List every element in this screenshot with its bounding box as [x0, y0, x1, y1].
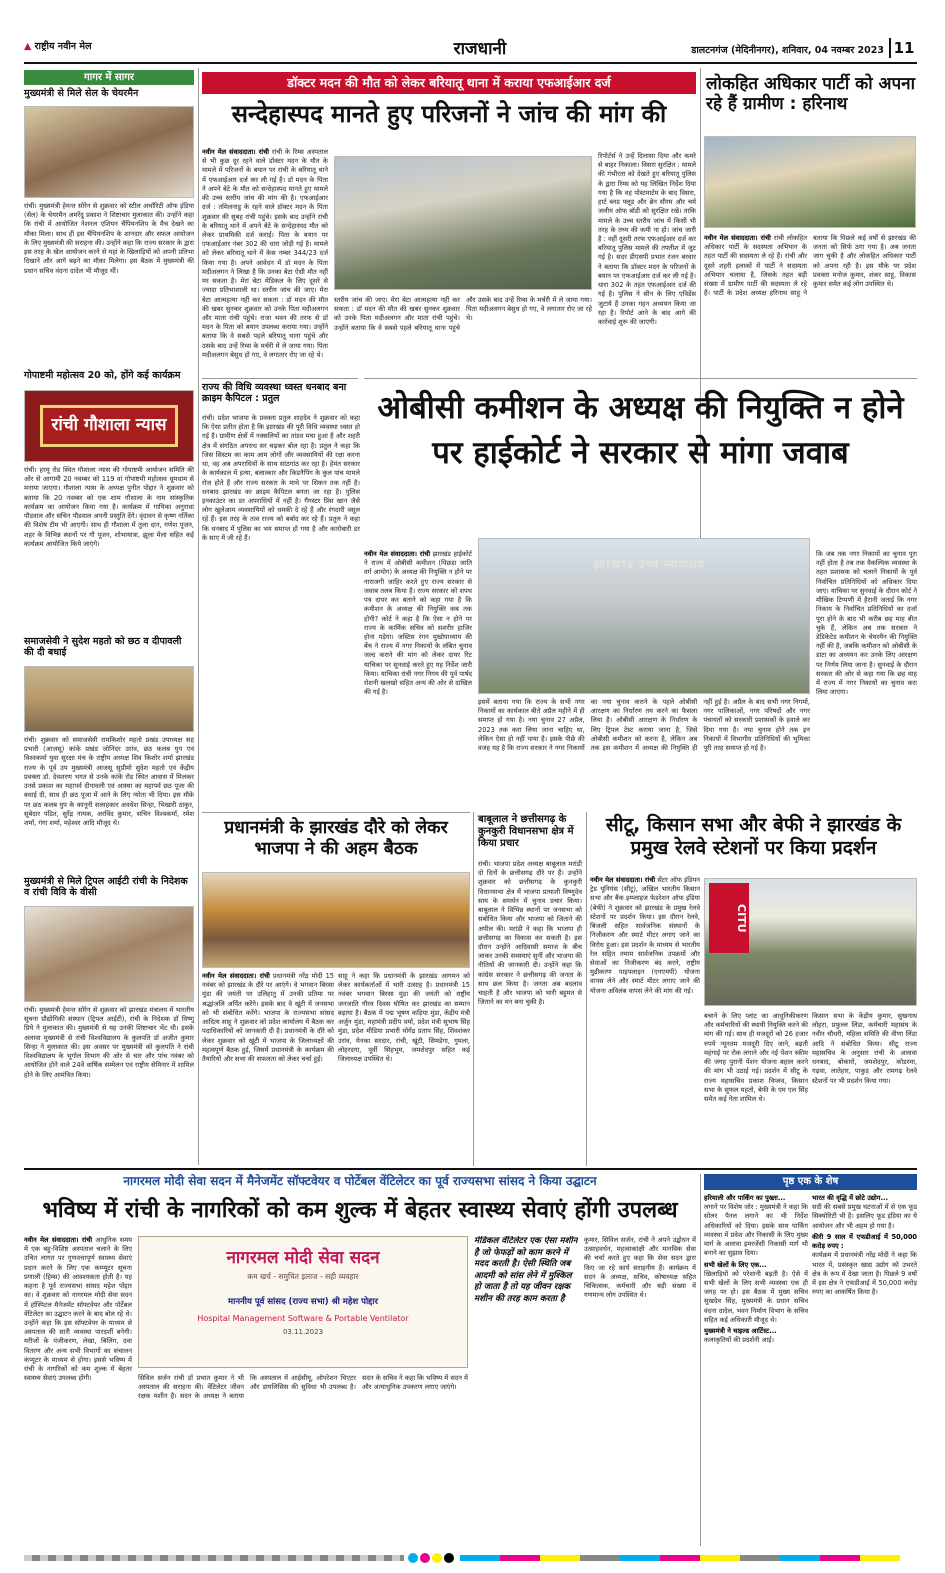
- photo-bjp-meeting: [202, 872, 470, 968]
- hospital-plaque: [138, 1236, 468, 1368]
- left-item-heading: गोपाष्टमी महोत्सव 20 को, होंगे कई कार्यक्रम: [24, 370, 181, 381]
- citu-col-3: किसान सभा के केंद्रीय कुमार, सुखनाथ लोहरा, प्रफुल्ल लिंडा, कर्मचारी महासंघ के नवीन चौधरी, महिला समिति की वीणा लिंडा आदि ने संबोधित किया। सीटू राज्य महासचिव के अनुसार रांची के अलावा धनबाद, बोकारो, जमशेदपुर, कोडरमा, गढ़वा, लातेहार, पाकुड़ और रामगढ़ रेलवे स्टेशनों पर भी प्रदर्शन किया गया।: [812, 1012, 917, 1085]
- lokhit-body: [704, 234, 916, 376]
- photo-lokhit: [704, 136, 916, 228]
- hospital-pullquote: मेडिकल वेंटिलेटर एक ऐसा मशीन है जो फेफड़ों को काम करने में मदद करती है। ऐसी स्थिति जब आदमी को सांस लेने में मुश्किल हो जाता है तो यह जीवन रक्षक मशीन की तरह काम करता है: [474, 1236, 578, 1304]
- masthead: [24, 40, 134, 58]
- dateline: डालटनगंज (मेदिनीनगर), शनिवार, 04 नवम्बर 2023: [691, 45, 884, 56]
- section-rule: [202, 378, 358, 379]
- doctor-byline: नवीन मेल संवाददाता। रांची: [202, 148, 269, 156]
- doctor-text: रांची के रिम्स अस्पताल से भी कुछ दूर रहने वाले डॉक्टर मदन के मौत के मामले में परिजनों के बयान पर रांची के बरियातू थाने में एफआईआर दर्ज कर ली गई है। डॉ मदन के पिता ने अपने बेटे के मौत को सन्देहास्पद मानते हुए मामले की उच्च स्तरीय जांच की मांग की है। एफआईआर दर्ज : तमिलनाडु के रहने वाले डॉक्टर मदन के पिता शुक्रवार की सुबह रांची पहुंचे। इसके बाद उन्होंने रांची के बरियातू थाने में अपने बेटे के सन्देहास्पद मौत को लेकर प्राथमिकी दर्ज कराई। पिता के बयान पर एफआईआर नंबर 302 की धारा जोड़ी गई है। मामले को लेकर बरियातू थाने में केस नम्बर 344/23 दर्ज किया गया है। अपने आवेदन में डॉ मदन के पिता मदीअलगन ने लिखा है कि उनका बेटा ऐसी मौत नहीं मर सकता है। मेरा बेटा मेडिकल के लिए दूसरे से ज्यादा प्रतिभाशाली था। स्तरीय जांच की जाए। मेरा बेटा आत्महत्या नहीं कर सकता : डॉ मदन की मौत की खबर सुनकर शुक्रवार को उनके पिता मदीअलगन और माता रांची पहुंचे। राजा भवन की तरफ से डॉ मदन के पिता को बयान उपलब्ध कराया गया। उन्होंने बताया कि वे सबसे पहले बरियातू थाना पहुंचे और उसके बाद उन्हें रिम्स के मर्चरी में ले जाया गया। पिता मदीअलगन बेसुध हो गए, वे लगातार रोए जा रहे थे।: [202, 148, 328, 359]
- hospital-kicker: नागरमल मोदी सेवा सदन में मैनेजमेंट सॉफ्टवेयर व पोर्टेबल वेंटिलेटर का पूर्व राज्यसभा सांसद ने किया उद्घाटन: [123, 1174, 597, 1188]
- hospital-byline: नवीन मेल संवाददाता। रांची: [24, 1236, 93, 1244]
- section-title: राजधानी: [453, 39, 507, 59]
- photo-sudesh: [24, 666, 194, 732]
- registration-dot-icon: [444, 1553, 454, 1563]
- bjp-byline: नवीन मेल संवाददाता। रांची: [202, 972, 270, 980]
- column-rule: [473, 812, 474, 1166]
- doctor-col-3: रिपोर्टर्स ने उन्हें दिलासा दिया और कमरे से बाहर निकाला। विसरा सुरक्षित : मामले की गंभीरता को देखते हुए बरियातू पुलिस के द्वारा रिम्स को यह लिखित निर्देश दिया गया है कि वह पोस्टमार्टम के बाद विसरा, हार्ट ब्लड फ्लूड और ब्रेन सीरम और चर्म जलीय ऑफ बॉडी को सुरक्षित रखे। ताकि मामले के उच्च स्तरीय जांच में किसी भी तरह के तथ्य की कमी ना हो। जांच जारी है : वहीं दूसरी तरफ एफआईआर दर्ज कर बरियातू पुलिस मामले की तफ्तीश में जुट गई है। सदर डीएसपी प्रभात रंजन बरवार ने बताया कि डॉक्टर मदन के परिजनों के बयान पर एफआईआर दर्ज कर ली गई है। धारा 302 के तहत एफआईआर दर्ज की गई है। पुलिस ने सीन के लिए एविडेंस जुटाये हैं उनका गहन अध्ययन किया जा रहा है। रिपोर्ट आने के बाद आगे की कार्रवाई शुरू की जाएगी।: [598, 152, 696, 326]
- left-item-heading: मुख्यमंत्री से मिले ट्रिपल आईटी रांची के निदेशक व रांची विवि के वीसी: [24, 876, 188, 899]
- gaushala-banner: [24, 390, 194, 462]
- citu-flag: CITU: [709, 883, 749, 953]
- shesh-text: लगाने पर विशेष जोर : मुख्यमंत्री ने कहा कि सोलर पैनल लगाने का भी निर्देश अधिकारियों को दिया। इसके साथ पार्किंग व्यवस्था में प्रवेश और निकासी के लिए मुख्य मार्ग के अलावा इमरजेंसी निकासी मार्ग भी बनाने का सुझाव दिया।: [704, 1203, 808, 1258]
- plaque-date: 03.11.2023: [282, 1327, 324, 1336]
- left-item-text: रांची। मुख्यमंत्री हेमन्त सोरेन से शुक्रवार को झारखंड मंत्रालय में भारतीय सूचना प्रौद्योगिकी संस्थान (ट्रिपल आईटी), रांची के निदेशक डॉ विष्णु प्रिये ने मुलाकात की। मुख्यमंत्री से यह उनकी शिष्टाचार भेंट थी। इसके अलावा मुख्यमंत्री से रांची विश्वविद्यालय के कुलपति डॉ अजीत कुमार सिन्हा ने मुलाकात की। इस अवसर पर मुख्यमंत्री को कुलपति ने रांची विश्वविद्यालय के भूगोल विभाग की ओर से चार और पांच नवंबर को आयोजित होने वाले 24वें वार्षिक सम्मेलन एवं राष्ट्रीय सेमिनार में शामिल होने के लिए आमंत्रित किया।: [24, 1006, 194, 1079]
- shesh-text: सदी की सबसे प्रमुख घटनाओं में से एक फूड सिक्योरिटी भी है। इसलिए फूड इंडिया का ये आयोजन और भी अहम हो गया है।: [812, 1203, 917, 1230]
- lokhit-headline: लोकहित अधिकार पार्टी को अपना रहे हैं ग्रामीण : हरिनाथ: [706, 74, 916, 115]
- shesh-heading: सभी खेलों के लिए एक...: [704, 1260, 767, 1269]
- shesh-heading: भारत की वृद्धि में छोटे उद्योग...: [812, 1194, 888, 1202]
- hospital-text: आधुनिक समय में एक बहु-विशिष्ट अस्पताल चलाने के लिए उचित लागत पर गुणवत्तापूर्ण स्वास्थ्य सेवाएं प्रदान करने के लिए एक कम्प्यूटर सूचना प्रणाली (हिम्स) की आवश्यकता होती है। यह कहना है पूर्व राज्यसभा सांसद महेश पोद्दार का। वे शुक्रवार को नागरमल मोदी सेवा सदन में हॉस्पिटल मैनेजमेंट सॉफ्टवेयर और पोर्टेबल वेंटिलेटर का उद्घाटन करने के बाद बोल रहे थे। उन्होंने कहा कि इस सॉफ्टवेयर के माध्यम से अस्पताल की सारी व्यवस्था पारदर्शी बनेगी। मरीजों के पंजीकरण, लेखा, बिलिंग, दवा वितरण और अन्य सभी विभागों का संचालन कंप्यूटर के माध्यम से होगा। इससे भविष्य में रांची के नागरिकों को कम शुल्क में बेहतर स्वास्थ्य सेवाएं उपलब्ध होंगी।: [24, 1236, 132, 1383]
- babulal-text: रांची। भाजपा प्रदेश अध्यक्ष बाबूलाल मरांडी दो दिनों के छत्तीसगढ़ दौरे पर हैं। उन्होंने शुक्रवार को छत्तीसगढ़ के कुनकुरी विधानसभा क्षेत्र में भाजपा प्रत्याशी विष्णुदेव साय के समर्थन में चुनाव प्रचार किया। बाबूलाल ने विभिन्न स्थानों पर जनसभा को संबोधित किया और भाजपा को जिताने की अपील की। मरांडी ने कहा कि भाजपा ही छत्तीसगढ़ का विकास कर सकती है। इस दौरान उन्होंने आदिवासी समाज के बीच जाकर उनकी समस्याएं सुनीं और भाजपा की नीतियों की जानकारी दी। उन्होंने कहा कि कांग्रेस सरकार ने छत्तीसगढ़ की जनता के साथ छल किया है। जनता अब बदलाव चाहती है और भाजपा को भारी बहुमत से जिताने का मन बना चुकी है।: [478, 860, 582, 1007]
- plaque-event: Hospital Management Software & Portable Ventilator: [197, 1313, 409, 1323]
- left-item-heading: मुख्यमंत्री से मिले सेल के चेयरमैन: [24, 88, 139, 99]
- shesh-col-2: [812, 1194, 917, 1546]
- left-item-heading: समाजसेवी ने सुदेश महतो को छठ व दीपावली की दी बधाई: [24, 636, 182, 659]
- left-item-1: [24, 88, 194, 378]
- citu-text: सेंटर ऑफ इंडियन ट्रेड यूनियंस (सीटू), अखिल भारतीय किसान सभा और बैंक इम्प्लाइज फेडरेशन ऑफ इंडिया (बेफी) ने शुक्रवार को झारखंड के प्रमुख रेलवे स्टेशनों पर प्रदर्शन किया। इस दौरान रेलवे, बिजली सहित सार्वजनिक संस्थानों के निजीकरण और स्मार्ट मीटर लगाए जाने का विरोध हुआ। इस प्रदर्शन के माध्यम से भारतीय रेल सहित तमाम सार्वजनिक उपक्रमों और सेवाओं का निजीकरण बंद करने, राष्ट्रीय मुद्रीकरण पाइपलाइन (एनएमपी) योजना वापस लेने और स्मार्ट मीटर लगाए जाने की योजना अविलंब वापस लेने की मांग की गई।: [590, 876, 700, 995]
- color-bar-icon: [24, 1555, 404, 1561]
- doctor-text-cont: स्तरीय जांच की जाए। मेरा बेटा आत्महत्या नहीं कर सकता : डॉ मदन की मौत की खबर सुनकर शुक्रवार को उनके पिता मदीअलगन और माता रांची पहुंचे। उन्होंने बताया कि वे सबसे पहले बरियातू थाना पहुंचे और उसके बाद उन्हें रिम्स के मर्चरी में ले जाया गया। पिता मदीअलगन बेसुध हो गए, वे लगातार रोए जा रहे थे।: [334, 296, 592, 332]
- obc-text: झारखंड हाईकोर्ट ने राज्य में ओबीसी कमीशन (पिछड़ा जाति वर्ग आयोग) के अध्यक्ष की नियुक्ति न होने पर नाराजगी जाहिर करते हुए राज्य सरकार से जवाब तलब किया है। राज्य सरकार को शपथ पत्र दायर कर बताने को कहा गया है कि कमीशन के अध्यक्ष की नियुक्ति कब तक होगी? कोर्ट ने कहा है कि ऐसा न होने पर राज्य के कार्मिक सचिव को सशरीर हाजिर होना पड़ेगा। जस्टिस रंगन मुखोपाध्याय की बेंच ने राज्य में नगर निकायों के लंबित चुनाव जल्द कराने की मांग को लेकर दायर रिट याचिका पर सुनवाई करते हुए यह निर्देश जारी किया। याचिका रांची नगर निगम की पूर्व पार्षद रोशनी खलखो सहित अन्य की ओर से दाखिल की गई है।: [364, 550, 472, 697]
- hospital-col-3: कुमार, सिविल सर्जन, रांची ने अपने उद्बोधन में उत्साहवर्धन, महत्वाकांक्षी और मानविक सेवा की चर्चा करते हुए कहा कि सेवा सदन द्वारा किए जा रहे कार्य सराहनीय हैं। कार्यक्रम में सदन के अध्यक्ष, सचिव, कोषाध्यक्ष सहित चिकित्सक, कर्मचारी और बड़ी संख्या में गणमान्य लोग उपस्थित थे।: [584, 1236, 696, 1300]
- hospital-headline: भविष्य में रांची के नागरिकों को कम शुल्क में बेहतर स्वास्थ्य सेवाएं होंगी उपलब्ध: [42, 1198, 678, 1223]
- shesh-col-1: [704, 1194, 808, 1546]
- plaque-sub: कम खर्च - समुचित इलाज - सही व्यवहार: [247, 1272, 359, 1282]
- hospital-col-2: सिविल सर्जन रांची डॉ प्रभात कुमार ने भी अस्पताल की सराहना की। वेंटिलेटर जीवन रक्षक मशीन है। सदन के अध्यक्ष ने बताया कि अस्पताल में आईसीयू, ऑपरेशन थिएटर और डायलिसिस की सुविधा भी उपलब्ध है। सदन के सचिव ने कहा कि भविष्य में सदन में और अत्याधुनिक उपकरण लगाए जाएंगे।: [138, 1374, 468, 1401]
- shesh-text: कार्यक्रम में प्रधानमंत्री नरेंद्र मोदी ने कहा कि भारत में, प्रसंस्कृत खाद्य उद्योग को उभरते क्षेत्र के रूप में देखा जाता है। पिछले 9 वर्षों में इस क्षेत्र ने एफडीआई में 50,000 करोड़ रुपए का आकर्षित किया है।: [812, 1251, 917, 1297]
- obc-col-1: [364, 550, 472, 806]
- lokhit-byline: नवीन मेल संवाददाता। रांची: [704, 234, 771, 242]
- doctor-col-1: [202, 148, 328, 374]
- column-rule: [198, 68, 199, 1165]
- doctor-body: [202, 148, 592, 374]
- registration-dot-icon: [408, 1553, 418, 1563]
- color-bar-icon: [460, 1555, 900, 1561]
- doctor-col-2: [334, 296, 592, 374]
- photo-cm-sail: [24, 106, 194, 198]
- page-number: 11: [889, 38, 917, 58]
- registration-dot-icon: [432, 1553, 442, 1563]
- section-rule: [202, 812, 470, 813]
- shesh-heading: मुख्यमंत्री ने चाइल्ड आर्टिस्ट...: [704, 1327, 777, 1336]
- left-item-text: रांची। हरमू रोड स्थित गौशाला न्यास की गोपाष्टमी आयोजन समिति की ओर से आगामी 20 नवम्बर को 119 वां गोपाष्टमी महोत्सव धूमधाम से मनाया जाएगा। गौशाला न्यास के अध्यक्ष पुनीत पोद्दार ने शुक्रवार को बताया कि 20 नवम्बर को एक शाम गौशाला के नाम सांस्कृतिक कार्यक्रम का आयोजन किया गया है। कार्यक्रम में गायिका अनुराधा पौडवाल और सचिन पौडवाल अपनी प्रस्तुति देंगे। वृंदावन से कृष्ण नर्तिका की विशेष टीम भी आएगी। साथ ही गौशाला में तुला दान, गणेश पूजन, शहर के विभिन्न स्थानों पर गौ पूजन, शोभायात्रा, झूला मेला सहित कई कार्यक्रम आयोजित किये जाएंगे।: [24, 466, 194, 548]
- citu-col-1: [590, 876, 700, 1166]
- print-registration-strip: [24, 1552, 917, 1564]
- left-column-label: गागर में सागर: [24, 70, 194, 85]
- photo-high-court: [478, 538, 810, 694]
- shesh-heading: हरियाली और पार्किंग का पुख्ता...: [704, 1194, 786, 1202]
- obc-headline: ओबीसी कमीशन के अध्यक्ष की नियुक्ति न होने पर हाईकोर्ट ने सरकार से मांगा जवाब: [377, 390, 904, 471]
- obc-byline: नवीन मेल संवाददाता। रांची: [364, 550, 431, 558]
- shesh-text: कलाकृतियों की प्रदर्शनी आई।: [704, 1336, 774, 1345]
- photo-iiit: [24, 906, 194, 1002]
- registration-dot-icon: [420, 1553, 430, 1563]
- law-headline: राज्य की विधि व्यवस्था ध्वस्त धनबाद बना क्राइम कैपिटल : प्रतुल: [202, 382, 347, 405]
- left-item-text: रांची। मुख्यमंत्री हेमन्त सोरेन से शुक्रवार को स्टील अथॉरिटी ऑफ इंडिया (सेल) के चेयरमैन अमरेंदु प्रकाश ने शिष्टाचार मुलाकात की। उन्होंने कहा कि रांची में आयोजित नेशनल एशियन चैंपियनशिप के मैच देखने का मौका मिला। साथ ही इस चैंपियनशिप के शानदार और सफल आयोजन के लिए मुख्यमंत्री की सराहना की। उन्होंने कहा कि राज्य सरकार के द्वारा इस तरह के खेल आयोजन करने से यहां के खिलाड़ियों को अपनी प्रतिभा दिखाने और आगे बढ़ने का मौका मिलेगा। इस बैठक में मुख्यमंत्री की प्रधान सचिव वंदना दादेल भी मौजूद थीं।: [24, 202, 194, 275]
- header-rule: [24, 62, 917, 64]
- citu-headline: सीटू, किसान सभा और बेफी ने झारखंड के प्रमुख रेलवे स्टेशनों पर किया प्रदर्शन: [605, 814, 902, 859]
- left-item-3: [24, 636, 194, 874]
- high-court-sign: झारखण्ड उच्च न्यायालय: [593, 558, 705, 571]
- column-rule: [700, 1174, 701, 1546]
- plaque-guest: माननीय पूर्व सांसद (राज्य सभा) श्री महेश पोद्दार: [228, 1296, 378, 1307]
- photo-citu-protest: [704, 878, 917, 1006]
- bjp-col-1: [202, 972, 334, 1166]
- doctor-headline: सन्देहास्पद मानते हुए परिजनों ने जांच की मांग की: [231, 100, 667, 128]
- obc-col-2: इसमें बताया गया कि राज्य के सभी नगर निकायों का कार्यकाल बीते अप्रैल महीने में ही समाप्त हो गया है। नया चुनाव 27 अप्रैल, 2023 तक करा लिया जाना चाहिए था, लेकिन ऐसा हो नहीं पाया है। इसके पीछे की वजह यह है कि राज्य सरकार ने नगर निकायों का नया चुनाव कराने के पहले ओबीसी आरक्षण का निर्धारण तय करने का फैसला लिया है। ओबीसी आरक्षण के निर्धारण के लिए ट्रिपल टेस्ट कराया जाना है, जिसे ओबीसी कमीशन को करना है, लेकिन अब तक इस कमीशन में अध्यक्ष की नियुक्ति ही नहीं हुई है। अप्रैल के बाद सभी नगर निगमों, नगर पालिकाओं, नगर परिषदों और नगर पंचायतों को सरकारी प्रशासकों के हवाले कर दिया गया है। नया चुनाव होने तक इन निकायों में विभागीय प्रतिनिधियों की भूमिका पूरी तरह समाप्त हो गई है।: [478, 698, 810, 753]
- lokhit-text: रांची लोकहित अधिकार पार्टी के सदस्यता अभियान के तहत पार्टी की सदस्यता ले रहे हैं। रांची और दूसरे शहरी इलाकों में पार्टी ने सदस्यता अभियान चलाया है, जिसके तहत बड़ी संख्या में ग्रामीण पार्टी की सदस्यता ले रहे हैं। पार्टी के प्रदेश अध्यक्ष हरिनाथ साहू ने बताया कि पिछले कई वर्षों से झारखंड की जनता को सिर्फ ठगा गया है। अब जनता जाग चुकी है और लोकहित अधिकार पार्टी को अपना रही है। इस मौके पर प्रदेश प्रवक्ता मनोज कुमार, शंकर साहू, विकास कुमार समेत कई लोग उपस्थित थे।: [704, 234, 916, 298]
- obc-col-3: कि जब तक नगर निकायों का चुनाव पूरा नहीं होता है तब तक वैकल्पिक व्यवस्था के तहत प्रशासक को चलाने निकायों के पूर्व निर्वाचित प्रतिनिधियों को अधिकार दिया जाए। याचिका पर सुनवाई के दौरान कोर्ट ने मौखिक टिप्पणी में हैरानी जताई कि नगर निकाय के निर्वाचित प्रतिनिधियों का दर्जा पूरा होने के बाद भी करीब छह माह बीत चुके हैं, लेकिन अब तक सरकार ने डेडिकेटेड कमीशन के चेयरमैन की नियुक्ति नहीं की है, जबकि कमीशन को ओबीसी के डाटा का अध्ययन कर उनके लिए आरक्षण पर निर्णय लिया जाना है। सुनवाई के दौरान सरकार की ओर से कहा गया कि छह माह में राज्य में नगर निकायों का चुनाव करा लिया जाएगा।: [816, 550, 917, 697]
- left-item-4: [24, 876, 194, 1166]
- shesh-text: खिलाड़ियों को परेशानी बढ़ती है। ऐसे में सभी खेलों के लिए सभी व्यवस्था एक ही जगह पर हो। इस बैठक में मुख्य सचिव सुखदेव सिंह, मुख्यमंत्री के प्रधान सचिव वंदना दादेल, भवन निर्माण विभाग के सचिव सहित कई अधिकारी मौजूद थे।: [704, 1269, 808, 1324]
- plaque-title: नागरमल मोदी सेवा सदन: [226, 1248, 380, 1268]
- left-item-text: रांची। शुक्रवार को समाजसेवी रामकिशोर महतो प्रखंड उपाध्यक्ष सह प्रभारी (आजसू) कांके प्रखंड जोनिंदर उरांव, छठ कलब युप एवं विश्वकर्मा युवा सुरक्षा मंच के राष्ट्रीय अध्यक्ष शिव किशोर शर्मा झारखंड राज्य के पूर्व उप मुख्यमंत्री आजसू सुप्रीमो सुदेश महतो एवं केंद्रीय प्रवक्ता डॉ. देवशरण भगत से उनके कांके रोड स्थित आवास में मिलकर उनसे प्रकाश का महापर्व दीपावली एवं आस्था का महापर्व छठ पूजा की बधाई दी, साथ ही छठ पूजा में आने के लिए न्योता भी दिया। इस मौके पर छठ कलब युप के कानूनी सलाहकार अवधेश सिन्हा, भिखारी ठाकुर, सूबेदार पंडित, सुरेंद्र नायक, अरविंद कुमार, सचिन विश्वकर्मा, रमेश शर्मा, गंगा शर्मा, महेश्वर आदि मौजूद थे।: [24, 736, 194, 827]
- bjp-text: प्रधानमंत्री नरेंद्र मोदी 15 नवंबर को झारखंड के दौरे पर आएंगे। वे भगवान बिरसा मुंडा की जयंती पर उलिहातु में उनकी प्रतिमा पर श्रद्धांजलि अर्पित करेंगे। इसके बाद वे खूंटी में जनसभा को भी संबोधित करेंगे। भाजपा के राज्यसभा सांसद आदित्य साहू ने शुक्रवार को प्रदेश कार्यालय में बैठक कर पदाधिकारियों को जानकारी दी है। प्रधानमंत्री के दौरे को लेकर शुक्रवार को खूंटी में भाजपा के जिलाध्यक्षों की महत्वपूर्ण बैठक हुई, जिसमें प्रधानमंत्री के कार्यक्रम की तैयारियों और सभा की सफलता को लेकर चर्चा हुई।: [202, 972, 334, 1063]
- section-rule: [24, 1168, 917, 1170]
- masthead-text: राष्ट्रीय नवीन मेल: [34, 41, 92, 52]
- logo-icon: ▲: [24, 41, 32, 52]
- shesh-heading: कीरी 9 साल में एफडीआई में 50,000 करोड़ रुपए :: [812, 1232, 917, 1251]
- citu-byline: नवीन मेल संवाददाता। रांची: [590, 876, 656, 884]
- citu-col-2: बचाने के लिए प्लांट का आधुनिकीकरण और कर्मचारियों की स्थायी नियुक्ति करने की मांग की गई। साथ ही मजदूरों को 26 हजार रुपये न्यूनतम मजदूरी दिए जाने, बढ़ती महंगाई पर रोक लगाने और नई पेंशन स्कीम की जगह पुरानी पेंशन योजना बहाल करने की मांग भी उठाई गई। प्रदर्शन में सीटू के राज्य महासचिव प्रकाश विप्लव, किसान सभा के सुफल महतो, बेफी के एम एल सिंह समेत कई नेता शामिल थे।: [704, 1012, 808, 1103]
- photo-police-station: [334, 156, 592, 290]
- left-item-2: [24, 370, 194, 670]
- shesh-label: पृष्ठ एक के शेष: [704, 1174, 917, 1190]
- bjp-col-2: साहू ने कहा कि प्रधानमंत्री के झारखंड आगमन को लेकर कार्यकर्ताओं में भारी उत्साह है। प्रधानमंत्री 15 नवंबर भगवान बिरसा मुंडा की जयंती को राष्ट्रीय जनजाति गौरव दिवस घोषित कर झारखंड का सम्मान बढ़ाया है। बैठक में पद्म भूषण कड़िया मुंडा, केंद्रीय मंत्री अर्जुन मुंडा, महामंत्री प्रदीप वर्मा, प्रदेश मंत्री सुभाष सिंह मुंडा, प्रदेश मीडिया प्रभारी योगेंद्र प्रताप सिंह, शिवशंकर उरांव, मेनका सरदार, रांची, खूंटी, सिमडेगा, गुमला, लोहरदगा, पूर्वी सिंहभूम, जमशेदपुर सहित कई जिलाध्यक्ष उपस्थित थे।: [338, 972, 470, 1063]
- bjp-headline: प्रधानमंत्री के झारखंड दौरे को लेकर भाजपा ने की अहम बैठक: [224, 818, 448, 859]
- law-text: रांची। प्रदेश भाजपा के प्रवक्ता प्रतुल शाहदेव ने शुक्रवार को कहा कि ऐसा प्रतीत होता है कि झारखंड की पूरी विधि व्यवस्था ध्वस्त हो गई है। ग्रामीण क्षेत्रों में नक्सलियों का तांडव मचा हुआ है और शहरी क्षेत्र में संगठित अपराध सर चढ़कर बोल रहा है। प्रतुल ने कहा कि जिस सिस्टम का काम आम लोगों और व्यवसायियों की रक्षा करना था, वह अब अपराधियों के साथ सांठगांठ कर रहा है। हेमंत सरकार के कार्यकाल में हत्या, बलात्कार और किडनैपिंग के कुल पांच मामले रोज होते हैं और राज्य सरकार के माथे पर शिकन तक नहीं है। धनबाद झारखंड का क्राइम कैपिटल बनता जा रहा है। पुलिस इनकाउंटर का डर अपराधियों में नहीं है। गैंगस्टर प्रिंस खान जैसे लोग खुलेआम व्यवसायियों को धमकी दे रहे हैं और रंगदारी वसूल रहे हैं। इस तरह के तत्व राज्य को बर्बाद कर रहे हैं। प्रतुल ने कहा कि धनबाद में पुलिस का भय समाप्त हो गया है और कारोबारी डर के साए में जी रहे हैं।: [202, 414, 360, 542]
- hospital-col-1: [24, 1236, 132, 1546]
- gaushala-banner-text: रांची गौशाला न्यास: [40, 405, 177, 446]
- babulal-headline: बाबूलाल ने छत्तीसगढ़ के कुनकुरी विधानसभा क्षेत्र में किया प्रचार: [478, 814, 574, 849]
- column-rule: [586, 812, 587, 1166]
- doctor-kicker: डॉक्टर मदन की मौत को लेकर बरियातू थाना में कराया एफआईआर दर्ज: [202, 72, 696, 94]
- section-rule: [364, 378, 917, 379]
